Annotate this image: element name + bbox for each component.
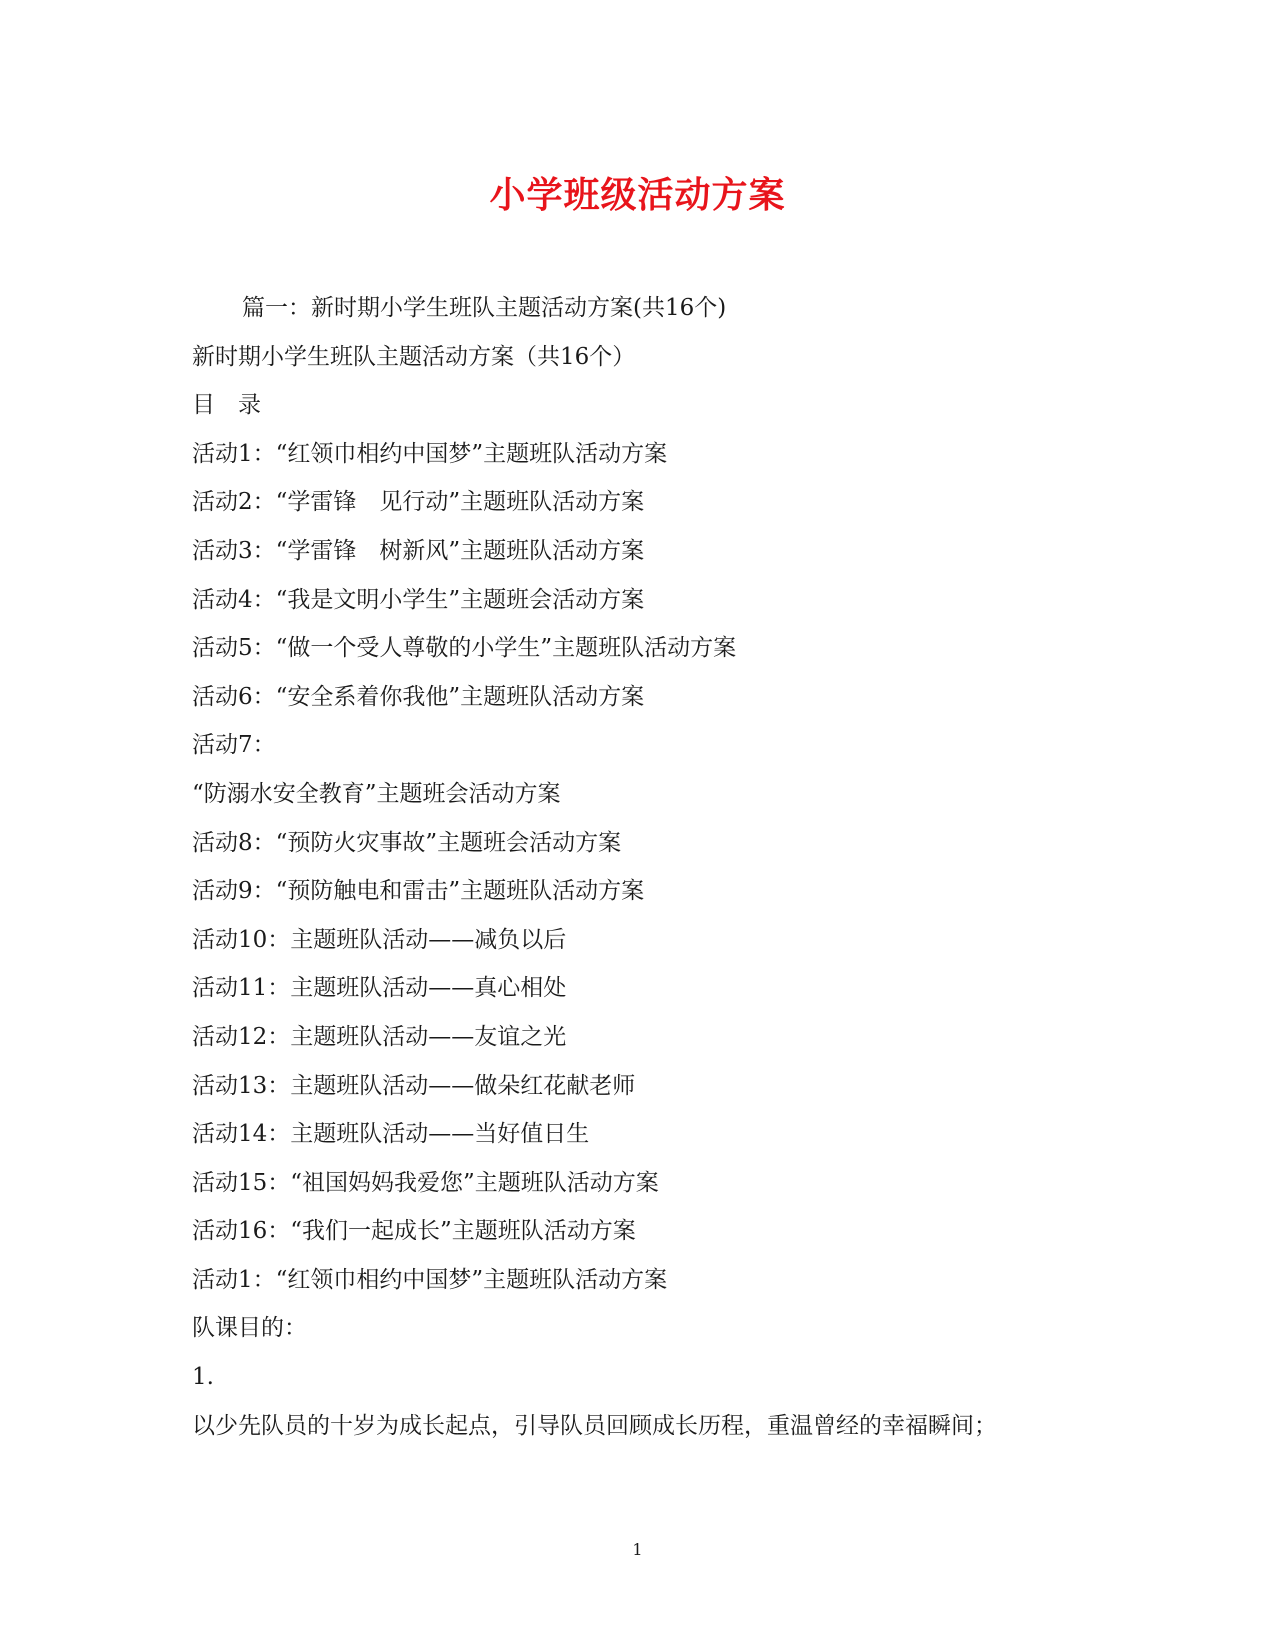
paragraph-text: 以少先队员的十岁为成长起点，引导队员回顾成长历程，重温曾经的幸福瞬间； [192,1412,997,1439]
activity-heading: 活动1：“红领巾相约中国梦”主题班队活动方案 [192,1266,668,1293]
document-title: 小学班级活动方案 [489,174,786,216]
toc-item: 活动2：“学雷锋 见行动”主题班队活动方案 [192,489,645,516]
toc-item: 活动9：“预防触电和雷击”主题班队活动方案 [192,878,645,905]
toc-item: 活动3：“学雷锋 树新风”主题班队活动方案 [192,537,645,564]
toc-item: 活动10：主题班队活动——减负以后 [192,926,567,953]
toc-item: 活动1：“红领巾相约中国梦”主题班队活动方案 [192,440,668,467]
toc-item: 活动4：“我是文明小学生”主题班会活动方案 [192,586,645,613]
toc-item: 活动6：“安全系着你我他”主题班队活动方案 [192,683,645,710]
toc-item: 活动13：主题班队活动——做朵红花献老师 [192,1072,636,1099]
toc-item: 活动8：“预防火灾事故”主题班会活动方案 [192,829,622,856]
subtitle-line: 新时期小学生班队主题活动方案（共16个） [192,343,636,370]
toc-heading: 目 录 [192,392,261,419]
toc-item: 活动11：主题班队活动——真心相处 [192,975,567,1002]
section-heading: 篇一：新时期小学生班队主题活动方案(共16个) [242,295,727,321]
toc-item: 活动16：“我们一起成长”主题班队活动方案 [192,1218,636,1245]
list-number: 1. [192,1364,214,1391]
toc-item: “防溺水安全教育”主题班会活动方案 [192,780,561,807]
page-number: 1 [632,1540,643,1559]
toc-item: 活动7： [192,732,276,759]
document-body [192,284,1072,1450]
toc-item: 活动5：“做一个受人尊敬的小学生”主题班队活动方案 [192,635,737,662]
toc-item: 活动12：主题班队活动——友谊之光 [192,1023,567,1050]
toc-item: 活动15：“祖国妈妈我爱您”主题班队活动方案 [192,1169,659,1196]
toc-item: 活动14：主题班队活动——当好值日生 [192,1121,590,1148]
objective-heading: 队课目的： [192,1315,307,1342]
